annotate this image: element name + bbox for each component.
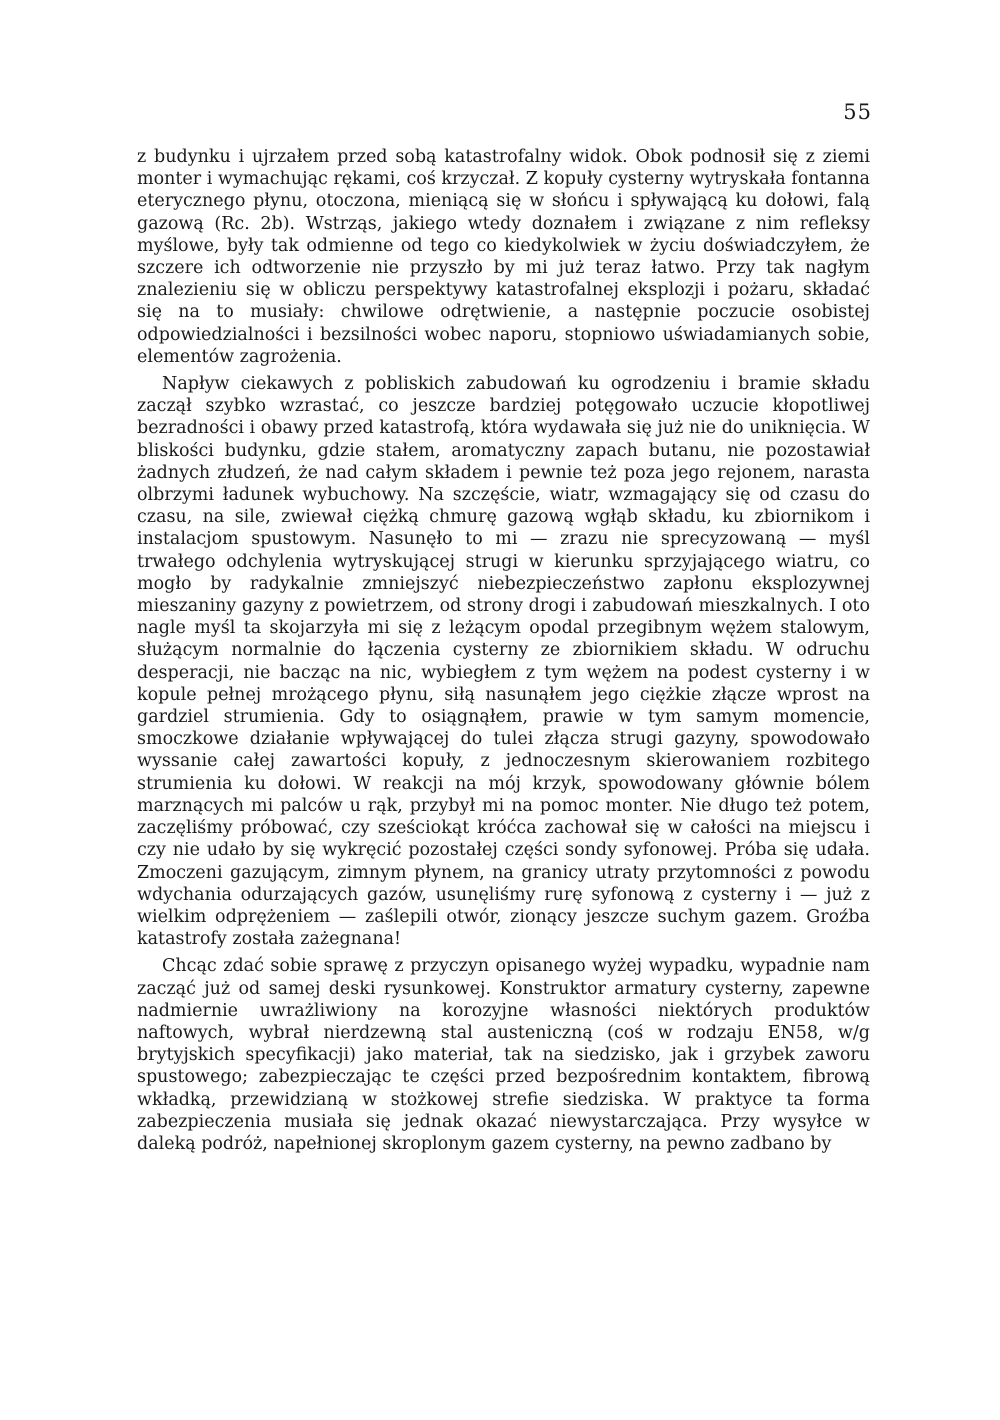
paragraph-2: Napływ ciekawych z pobliskich zabudowań ku ogrodzeniu i bramie składu zaczął szybko wzrastać, co jeszcze bardziej potęgowało uczucie kłopotliwej bezradności i obawy przed katastrofą, która wydawała się już nie do uniknięcia. W bliskości budynku, gdzie stałem, aromatyczny zapach butanu, nie pozostawiał żadnych złudzeń, że nad całym składem i pewnie też poza jego rejonem, narasta olbrzymi ładunek wybuchowy. Na szczęście, wiatr, wzmagający się od czasu do czasu, na sile, zwiewał ciężką chmurę gazową wgłąb składu, ku zbiornikom i instalacjom spustowym. Nasunęło to mi — zrazu nie sprecyzowaną — myśl trwałego odchylenia wytryskującej strugi w kierunku sprzyjającego wiatru, co mogło by radykalnie zmniejszyć niebezpieczeństwo zapłonu eksplozywnej mieszaniny gazyny z powietrzem, od strony drogi i zabudowań mieszkalnych. I oto nagle myśl ta skojarzyła mi się z leżącym opodal przegibnym wężem stalowym, służącym normalnie do łączenia cysterny ze zbiornikiem składu. W odruchu desperacji, nie bacząc na nic, wybiegłem z tym wężem na podest cysterny i w kopule pełnej mrożącego płynu, siłą nasunąłem jego ciężkie złącze wprost na gardziel strumienia. Gdy to osiągnąłem, prawie w tym samym momencie, smoczkowe działanie wpływającej do tulei złącza strugi gazyny, spowodowało wyssanie całej zawartości kopuły, z jednoczesnym skierowaniem rozbitego strumienia ku dołowi. W reakcji na mój krzyk, spowodowany głównie bólem marznących mi palców u rąk, przybył mi na pomoc monter. Nie długo też potem, zaczęliśmy próbować, czy sześciokąt króćca zachował się w całości na miejscu i czy nie udało by się wykręcić pozostałej części sondy syfonowej. Próba się udała. Zmoczeni gazującym, zimnym płynem, na granicy utraty przytomności z powodu wdychania odurzających gazów, usunęliśmy rurę syfonową z cysterny i — już z wielkim odprężeniem — zaślepili otwór, zionący jeszcze suchym gazem. Groźba katastrofy została zażegnana! <box>137 374 870 950</box>
paragraph-1: z budynku i ujrzałem przed sobą katastrofalny widok. Obok podnosił się z ziemi monter i wymachując rękami, coś krzyczał. Z kopuły cysterny wytryskała fontanna eterycznego płynu, otoczona, mieniącą się w słońcu i spływającą ku dołowi, falą gazową (Rc. 2b). Wstrząs, jakiego wtedy doznałem i związane z nim refleksy myślowe, były tak odmienne od tego co kiedykolwiek w życiu doświadczyłem, że szczere ich odtworzenie nie przyszło by mi już teraz łatwo. Przy tak nagłym znalezieniu się w obliczu perspektywy katastrofalnej eksplozji i pożaru, składać się na to musiały: chwilowe odrętwienie, a następnie poczucie osobistej odpowiedzialności i bezsilności wobec naporu, stopniowo uświadamianych sobie, elementów zagrożenia. <box>137 147 870 367</box>
paragraph-3: Chcąc zdać sobie sprawę z przyczyn opisanego wyżej wypadku, wypadnie nam zacząć już od samej deski rysunkowej. Konstruktor armatury cysterny, zapewne nadmiernie uwrażliwiony na korozyjne własności niektórych produktów naftowych, wybrał nierdzewną stal austeniczną (coś w rodzaju EN58, w/g brytyjskich specyfikacji) jako materiał, tak na siedzisko, jak i grzybek zaworu spustowego; zabezpieczając te części przed bezpośrednim kontaktem, fibrową wkładką, przewidzianą w stożkowej strefie siedziska. W praktyce ta forma zabezpieczenia musiała się jednak okazać niewystarczająca. Przy wysyłce w daleką podróż, napełnionej skroplonym gazem cysterny, na pewno zadbano by <box>137 956 870 1154</box>
body-text <box>137 146 870 1155</box>
page-number: 55 <box>843 100 872 124</box>
